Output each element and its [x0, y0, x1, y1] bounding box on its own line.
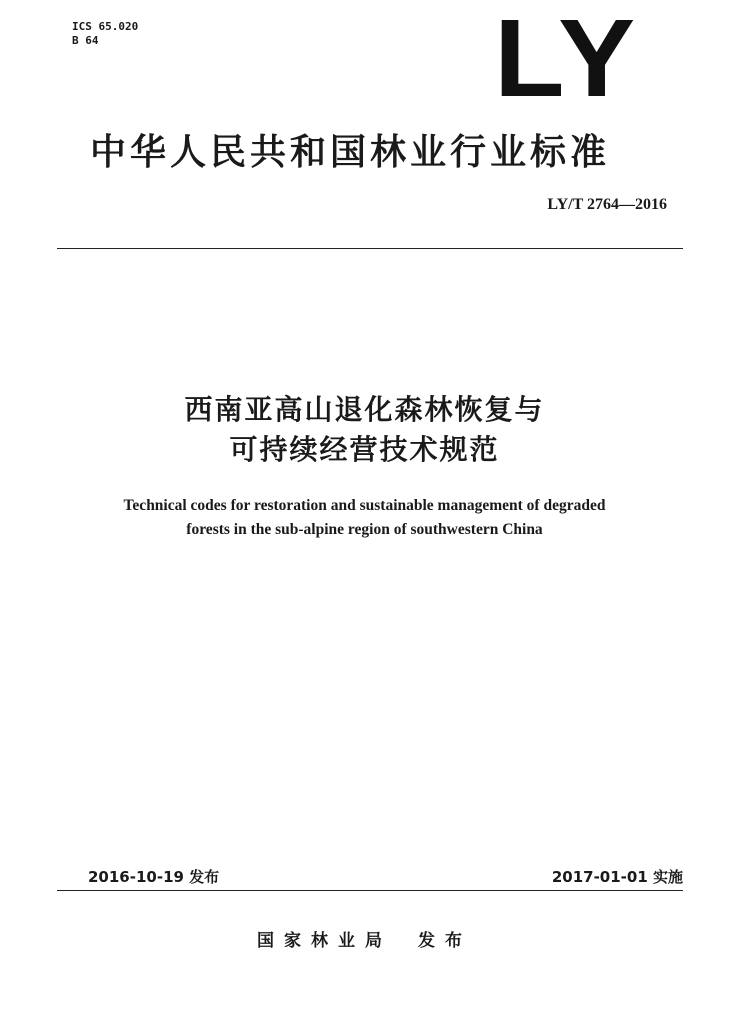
effective-date: 2017-01-01 实施	[551, 868, 683, 886]
ccs-code: B 64	[72, 34, 99, 47]
top-divider	[57, 248, 683, 249]
chinese-title-line-1: 西南亚高山退化森林恢复与	[184, 393, 545, 426]
publisher-line	[0, 926, 729, 951]
publisher-name: 国家林业局	[257, 931, 392, 951]
standard-category-title: 中华人民共和国林业行业标准	[90, 132, 611, 173]
ly-logo: LY	[494, 0, 640, 120]
english-title-line-2: forests in the sub-alpine region of southwestern China	[186, 521, 543, 538]
chinese-title	[0, 390, 729, 470]
english-title	[0, 494, 729, 542]
english-title-line-1: Technical codes for restoration and sustainable management of degraded	[123, 497, 606, 514]
bottom-divider	[57, 890, 683, 891]
ics-code: ICS 65.020	[72, 20, 139, 33]
publish-action: 发布	[418, 931, 472, 951]
chinese-title-line-2: 可持续经营技术规范	[229, 433, 500, 466]
issue-date: 2016-10-19 发布	[88, 868, 220, 886]
standard-number: LY/T 2764—2016	[547, 196, 667, 213]
classification-codes	[72, 20, 138, 48]
